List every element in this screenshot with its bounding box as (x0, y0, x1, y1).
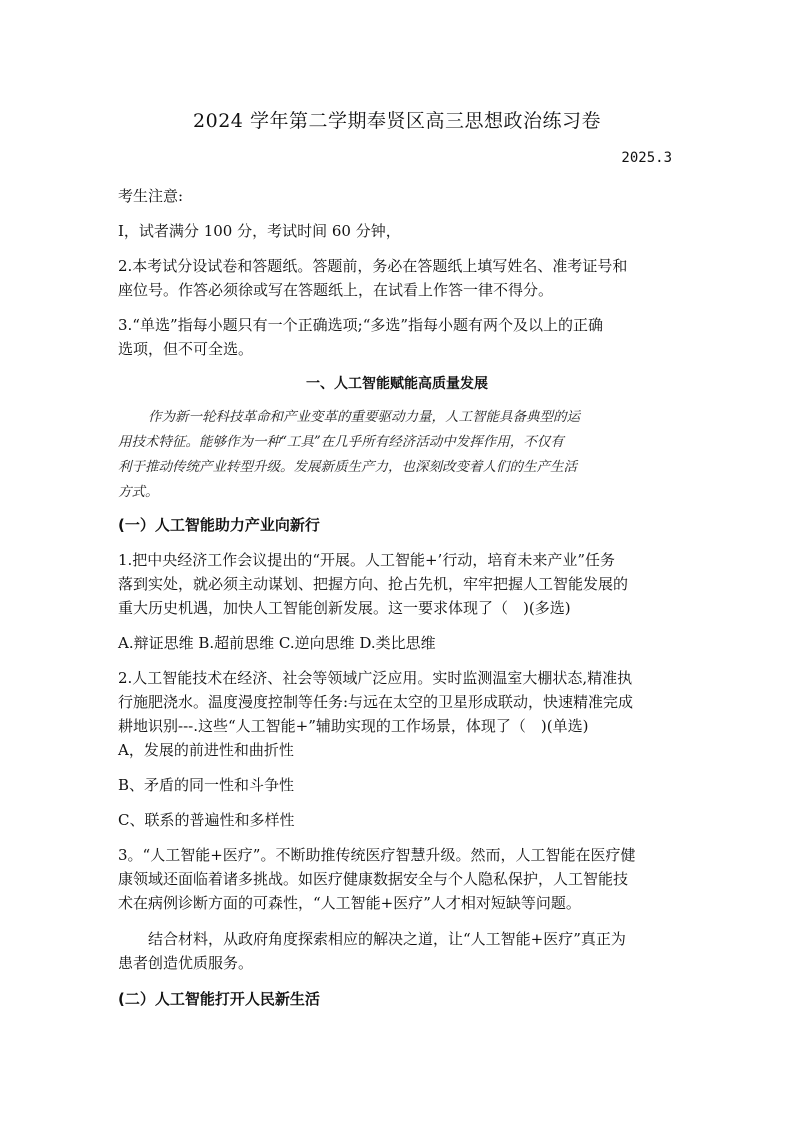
notice-heading: 考生注意: (118, 187, 184, 205)
question-2-option-c: C、联系的普遍性和多样性 (118, 811, 295, 829)
subsection-heading-1: (一）人工智能助力产业向新行 (118, 516, 320, 534)
question-3-task-line-2: 患者创造优质服务。 (118, 954, 254, 972)
notice-item-2-line-2: 座位号。作答必须徐或写在答题纸上，在试看上作答一律不得分。 (118, 281, 554, 299)
section-heading: 一、人工智能赋能高质量发展 (306, 376, 488, 392)
question-2-option-a: A，发展的前进性和曲折性 (118, 741, 294, 759)
section-intro-line-4: 方式。 (118, 484, 159, 500)
section-intro-line-2: 用技术特征。能够作为一种“工具”在几乎所有经济活动中发挥作用，不仅有 (118, 434, 564, 450)
question-3-line-3: 术在病例诊断方面的可森性，“人工智能+医疗”人才相对短缺等问题。 (118, 894, 581, 912)
question-1-line-2: 落到实处，就必须主动谋划、把握方向、抢占先机，牢牢把握人工智能发展的 (118, 575, 629, 593)
question-2-line-3: 耕地识别---.这些“人工智能+”辅助实现的工作场景，体现了（ )(单选) (118, 717, 589, 735)
notice-item-2-line-1: 2.本考试分设试卷和答题纸。答题前，务必在答题纸上填写姓名、准考证号和 (118, 257, 628, 275)
section-intro-line-1: 作为新一轮科技革命和产业变革的重要驱动力量，人工智能具备典型的运 (148, 409, 580, 425)
question-3-line-1: 3。“人工智能+医疗”。不断助推传统医疗智慧升级。然而，人工智能在医疗健 (118, 846, 636, 864)
question-1-options: A.辩证思维 B.超前思维 C.逆向思维 D.类比思维 (118, 634, 436, 652)
notice-item-3-line-2: 选项，但不可全选。 (118, 340, 254, 358)
question-2-line-2: 行施肥浇水。温度漫度控制等任务:与远在太空的卫星形成联动，快速精准完成 (118, 693, 634, 711)
question-2-line-1: 2.人工智能技术在经济、社会等领域广泛应用。实时监测温室大棚状态,精准执 (118, 669, 633, 687)
question-3-task-line-1: 结合材料，从政府角度探索相应的解决之道，让“人工智能+医疗”真正为 (148, 930, 626, 948)
notice-item-1: I，试者满分 100 分，考试时间 60 分钟， (118, 222, 401, 240)
exam-date: 2025.3 (621, 150, 672, 166)
question-3-line-2: 康领域还面临着诸多挑战。如医疗健康数据安全与个人隐私保护，人工智能技 (118, 870, 629, 888)
question-2-option-b: B、矛盾的同一性和斗争性 (118, 776, 295, 794)
section-intro-line-3: 利于推动传统产业转型升级。发展新质生产力，也深刻改变着人们的生产生活 (118, 459, 577, 475)
question-1-line-1: 1.把中央经济工作会议提出的“开展。人工智能+’行动，培育未来产业”任务 (118, 551, 615, 569)
question-1-line-3: 重大历史机遇，加快人工智能创新发展。这一要求体现了（ )(多选) (118, 599, 571, 617)
subsection-heading-2: (二）人工智能打开人民新生活 (118, 990, 320, 1008)
page-title: 2024 学年第二学期奉贤区高三思想政治练习卷 (193, 110, 601, 132)
notice-item-3-line-1: 3.“单选”指每小题只有一个正确选项;“多选”指每小题有两个及以上的正确 (118, 316, 604, 334)
